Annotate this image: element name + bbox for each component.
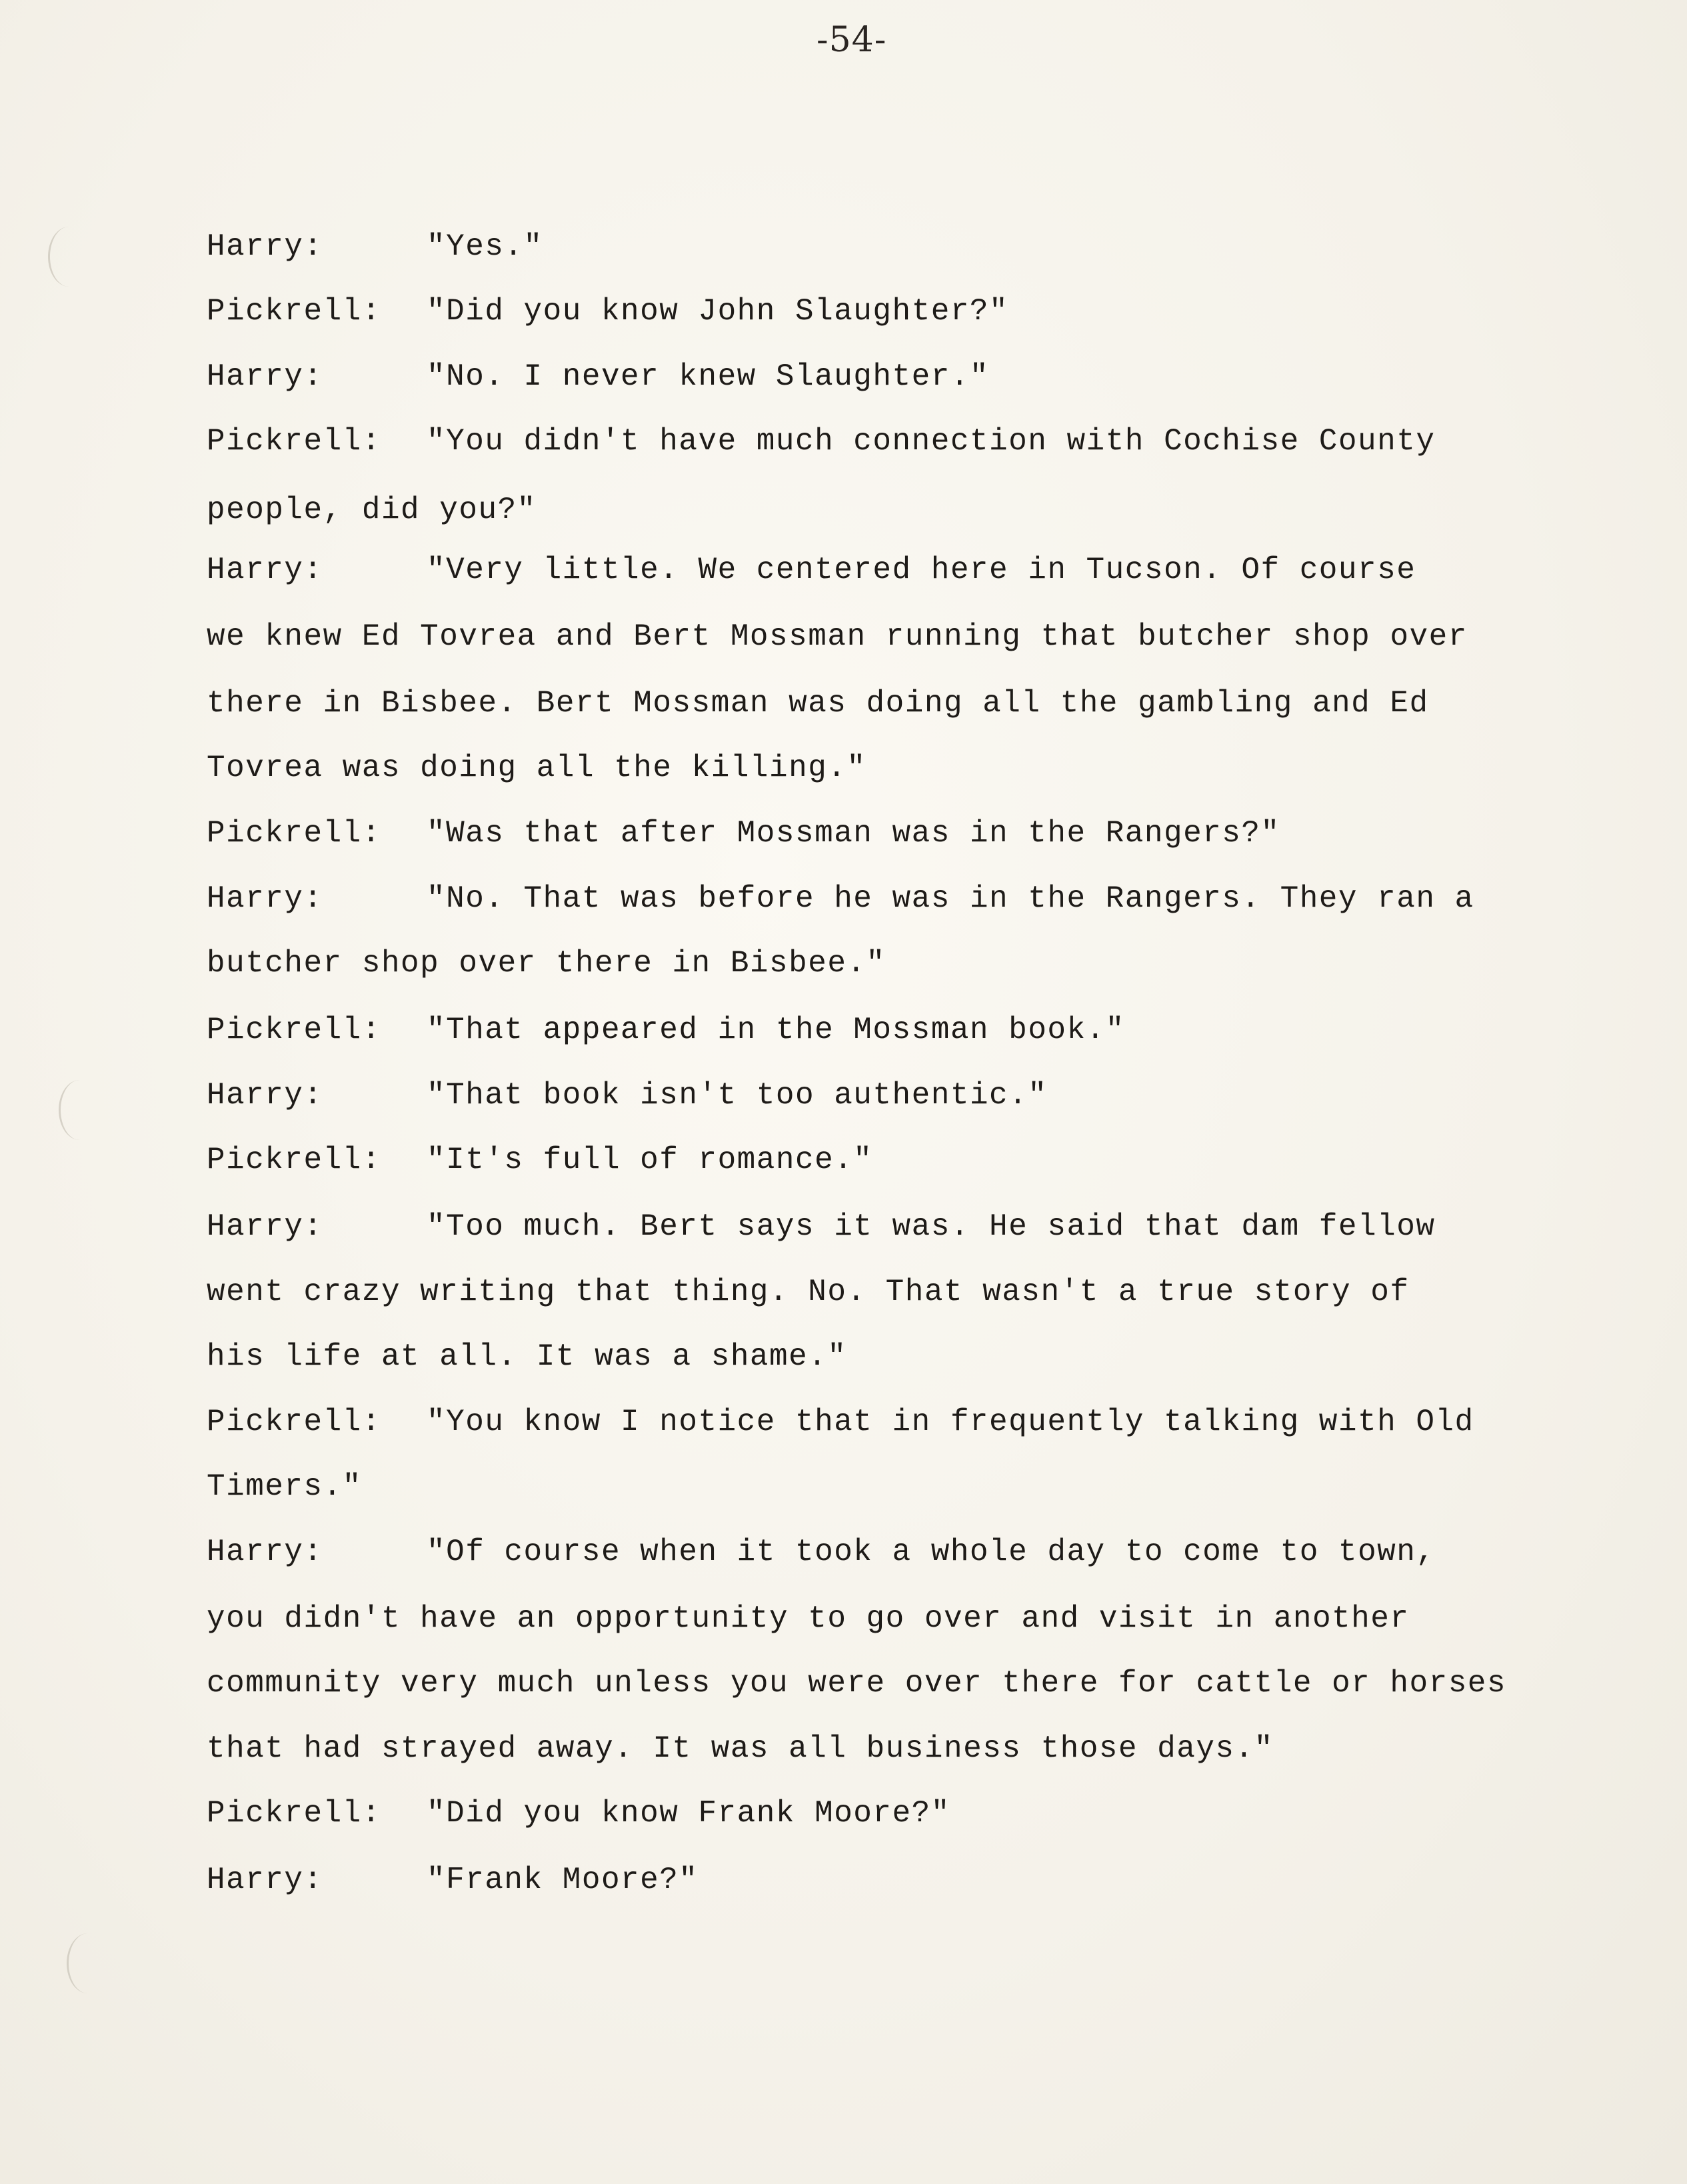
speaker-label: Harry: [207,1209,323,1244]
transcript-line [207,813,1553,853]
line-text: "You know I notice that in frequently talking with Old [427,1405,1474,1439]
speaker-label: Pickrell: [207,1405,381,1439]
transcript-line [207,1140,1553,1180]
transcript-line [207,879,1553,919]
speaker-label: Harry: [207,1535,323,1569]
transcript-line [207,1467,1553,1507]
line-text: community very much unless you were over there for cattle or horses [207,1666,1507,1701]
transcript-line [207,291,1553,331]
transcript-line [207,617,1553,657]
line-text: people, did you?" [207,493,537,527]
transcript-line [207,550,1553,590]
line-text: "Of course when it took a whole day to come to town, [427,1535,1436,1569]
line-text: "Did you know John Slaughter?" [427,294,1009,329]
line-text: "Did you know Frank Moore?" [427,1796,950,1831]
speaker-label: Pickrell: [207,1143,381,1177]
line-text: Timers." [207,1469,362,1504]
transcript-line [207,1207,1553,1247]
speaker-label: Harry: [207,881,323,916]
line-text: "That appeared in the Mossman book." [427,1013,1125,1047]
line-text: that had strayed away. It was all business those days." [207,1731,1274,1766]
line-text: "It's full of romance." [427,1143,873,1177]
line-text: went crazy writing that thing. No. That wasn't a true story of [207,1275,1410,1309]
transcript-line [207,1663,1553,1703]
transcript-line [207,1599,1553,1639]
transcript-line [207,943,1553,983]
line-text: "Yes." [427,229,543,264]
speaker-label: Harry: [207,229,323,264]
transcript-line [207,357,1553,397]
page-number: -54- [817,20,887,60]
speaker-label: Harry: [207,1078,323,1113]
transcript-line [207,227,1553,267]
transcript-line [207,1860,1553,1900]
transcript-line [207,421,1553,461]
line-text: butcher shop over there in Bisbee." [207,946,886,981]
transcript-line [207,683,1553,723]
line-text: "No. I never knew Slaughter." [427,359,990,394]
line-text: "Too much. Bert says it was. He said that dam fellow [427,1209,1436,1244]
transcript-line [207,1337,1553,1377]
speaker-label: Pickrell: [207,424,381,459]
speaker-label: Harry: [207,1863,323,1897]
speaker-label: Pickrell: [207,294,381,329]
transcript-line [207,1075,1553,1115]
speaker-label: Pickrell: [207,1013,381,1047]
speaker-label: Harry: [207,359,323,394]
line-text: you didn't have an opportunity to go over and visit in another [207,1601,1410,1636]
line-text: "Was that after Mossman was in the Rangers?" [427,816,1280,851]
transcript-line [207,748,1553,788]
transcript-line [207,1272,1553,1312]
speaker-label: Pickrell: [207,816,381,851]
speaker-label: Harry: [207,553,323,587]
speaker-label: Pickrell: [207,1796,381,1831]
line-text: Tovrea was doing all the killing." [207,751,866,785]
transcript-line [207,1532,1553,1572]
line-text: there in Bisbee. Bert Mossman was doing all the gambling and Ed [207,686,1429,721]
line-text: "That book isn't too authentic." [427,1078,1048,1113]
line-text: "No. That was before he was in the Rangers. They ran a [427,881,1474,916]
line-text: we knew Ed Tovrea and Bert Mossman running that butcher shop over [207,619,1468,654]
line-text: "Very little. We centered here in Tucson. Of course [427,553,1416,587]
transcript-line [207,1402,1553,1442]
line-text: "Frank Moore?" [427,1863,699,1897]
line-text: his life at all. It was a shame." [207,1339,847,1374]
transcript-line [207,1729,1553,1769]
transcript-line [207,1793,1553,1833]
transcript-line [207,1010,1553,1050]
transcript-line [207,490,1553,530]
line-text: "You didn't have much connection with Cochise County [427,424,1436,459]
